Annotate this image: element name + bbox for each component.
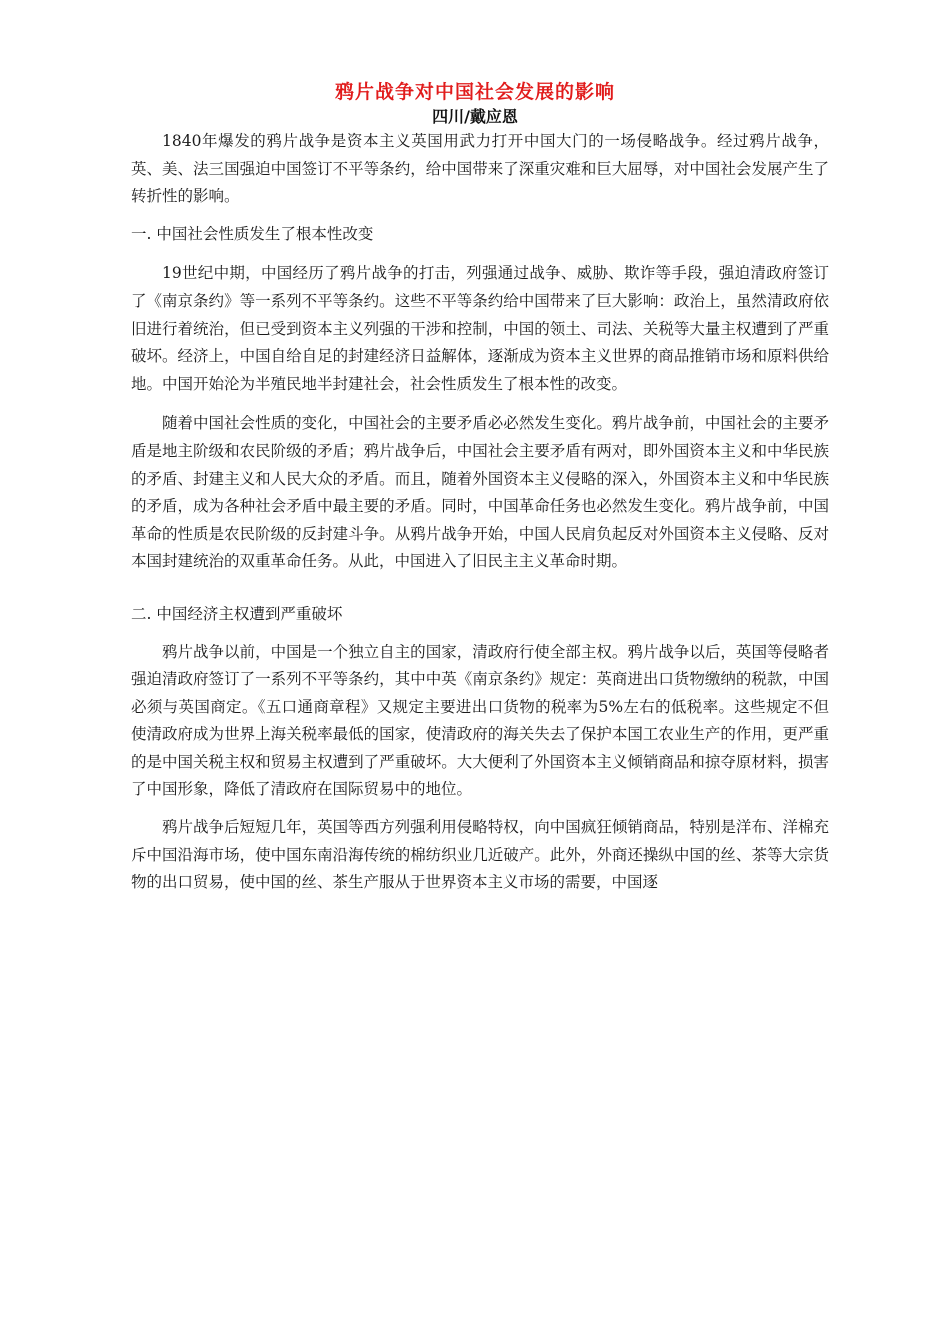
section-2-heading: 二. 中国经济主权遭到严重破坏	[131, 604, 343, 623]
document-title: 鸦片战争对中国社会发展的影响	[334, 81, 615, 103]
section-2-paragraph: 鸦片战争以前，中国是一个独立自主的国家，清政府行使全部主权。鸦片战争以后，英国等侵略者强迫清政府签订了一系列不平等条约，其中中英《南京条约》规定：英商进出口货物缴纳的税款，中国必须与英国商定。《五口通商章程》又规定主要进出口货物的税率为5%左右的低税率。这些规定不但使清政府成为世界上海关税率最低的国家，使清政府的海关失去了保护本国工农业生产的作用，更严重的是中国关税主权和贸易主权遭到了严重破坏。大大便利了外国资本主义倾销商品和掠夺原材料，损害了中国形象，降低了清政府在国际贸易中的地位。	[131, 642, 829, 799]
section-1-paragraph: 随着中国社会性质的变化，中国社会的主要矛盾必必然发生变化。鸦片战争前，中国社会的主要矛盾是地主阶级和农民阶级的矛盾；鸦片战争后，中国社会主要矛盾有两对，即外国资本主义和中华民族的矛盾、封建主义和人民大众的矛盾。而且，随着外国资本主义侵略的深入，外国资本主义和中华民族的矛盾，成为各种社会矛盾中最主要的矛盾。同时，中国革命任务也必然发生变化。鸦片战争前，中国革命的性质是农民阶级的反封建斗争。从鸦片战争开始，中国人民肩负起反对外国资本主义侵略、反对本国封建统治的双重革命任务。从此，中国进入了旧民主主义革命时期。	[131, 414, 829, 571]
author-line: 四川/戴应恩	[432, 107, 518, 126]
section-2-paragraph: 鸦片战争后短短几年，英国等西方列强利用侵略特权，向中国疯狂倾销商品，特别是洋布、洋棉充斥中国沿海市场，使中国东南沿海传统的棉纺织业几近破产。此外，外商还操纵中国的丝、茶等大宗货物的出口贸易，使中国的丝、茶生产服从于世界资本主义市场的需要，中国逐	[131, 818, 829, 892]
section-1-heading: 一. 中国社会性质发生了根本性改变	[131, 224, 374, 243]
article-body	[131, 128, 829, 897]
intro-paragraph: 1840年爆发的鸦片战争是资本主义英国用武力打开中国大门的一场侵略战争。经过鸦片战争，英、美、法三国强迫中国签订不平等条约，给中国带来了深重灾难和巨大屈辱，对中国社会发展产生了转折性的影响。	[131, 132, 829, 206]
section-1-paragraph: 19世纪中期，中国经历了鸦片战争的打击，列强通过战争、威胁、欺诈等手段，强迫清政府签订了《南京条约》等一系列不平等条约。这些不平等条约给中国带来了巨大影响：政治上，虽然清政府依旧进行着统治，但已受到资本主义列强的干涉和控制，中国的领土、司法、关税等大量主权遭到了严重破坏。经济上，中国自给自足的封建经济日益解体，逐渐成为资本主义世界的商品推销市场和原料供给地。中国开始沦为半殖民地半封建社会，社会性质发生了根本性的改变。	[131, 264, 829, 393]
